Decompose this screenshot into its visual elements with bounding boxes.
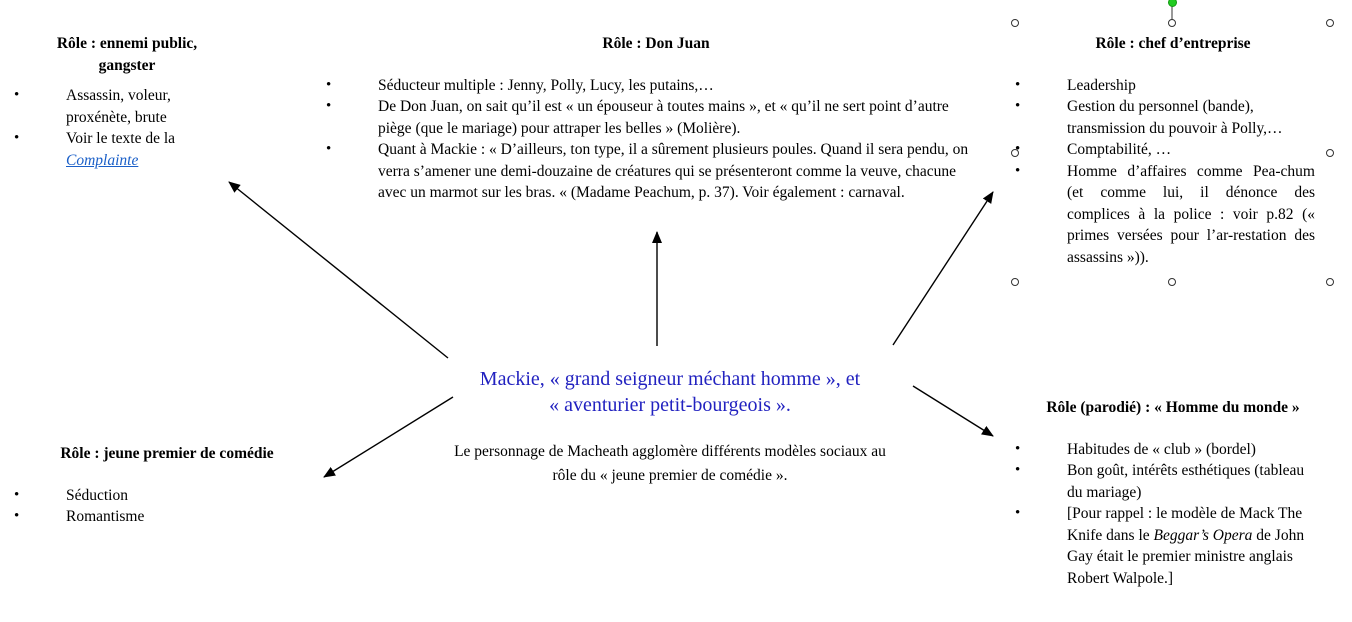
- center-subtitle-line1: Le personnage de Macheath agglomère différents modèles sociaux au: [454, 443, 886, 460]
- role-entreprise-item: [1015, 96, 1315, 139]
- resize-handle-bottom-middle[interactable]: [1168, 278, 1176, 286]
- resize-handle-top-left[interactable]: [1011, 19, 1019, 27]
- role-monde-item-text: Bon goût, intérêts esthétiques (tableau du mariage): [1067, 462, 1305, 501]
- role-gangster-item: [14, 128, 214, 171]
- role-entreprise-item-text: Comptabilité, …: [1067, 141, 1172, 158]
- role-jeune-item-text: Romantisme: [66, 508, 145, 525]
- resize-handle-bottom-left[interactable]: [1011, 278, 1019, 286]
- role-entreprise-item: [1015, 75, 1315, 97]
- role-gangster-heading-line2: gangster: [98, 56, 156, 74]
- role-jeune-item: [14, 485, 324, 507]
- role-gangster-heading: [14, 33, 240, 76]
- resize-handle-middle-left[interactable]: [1011, 149, 1019, 157]
- beggars-opera-title: Beggar’s Opera: [1153, 526, 1253, 544]
- role-entreprise-item: [1015, 139, 1315, 161]
- role-gangster-heading-line1: Rôle : ennemi public,: [56, 35, 198, 52]
- role-donjuan-box: [326, 33, 986, 204]
- role-monde-item-text-part1: [Pour rappel : le modèle de Mack The Knife dans le: [1067, 505, 1303, 544]
- role-jeune-box: [14, 443, 324, 528]
- arrow-to-monde: [913, 386, 993, 436]
- role-donjuan-item-text: Quant à Mackie : « D’ailleurs, ton type, il a sûrement plusieurs poules. Quand il sera pendu, on verra s’amener une demi-douzaine de créatures qui se présenteront comme la veuve, chacune avec un marmot sur les bras. « (Madame Peachum, p. 37). Voir également : carnaval.: [378, 141, 969, 201]
- resize-handle-middle-right[interactable]: [1326, 149, 1334, 157]
- role-jeune-item: [14, 506, 324, 528]
- role-donjuan-item-text: De Don Juan, on sait qu’il est « un épouseur à toutes mains », et « qu’il ne sert point d’autre piège (que le mariage) pour attraper les belles » (Molière).: [378, 98, 949, 137]
- center-subtitle-line2: rôle du « jeune premier de comédie ».: [552, 467, 788, 484]
- center-subtitle: [410, 440, 930, 488]
- role-gangster-item-text: Assassin, voleur, proxénète, brute: [66, 87, 171, 126]
- role-entreprise-item-text: Gestion du personnel (bande), transmission du pouvoir à Polly,…: [1067, 98, 1283, 137]
- center-title-line1: Mackie, « grand seigneur méchant homme », et: [479, 368, 861, 390]
- resize-handle-top-middle[interactable]: [1168, 19, 1176, 27]
- role-jeune-item-text: Séduction: [66, 486, 128, 504]
- role-entreprise-heading: Rôle : chef d’entreprise: [1095, 35, 1251, 52]
- role-donjuan-heading: Rôle : Don Juan: [602, 35, 710, 52]
- center-title-line2: « aventurier petit-bourgeois ».: [549, 394, 791, 416]
- role-gangster-item-text: Voir le texte de la: [66, 130, 176, 147]
- role-monde-item-text: Habitudes de « club » (bordel): [1067, 440, 1256, 458]
- resize-handle-bottom-right[interactable]: [1326, 278, 1334, 286]
- role-donjuan-item: [326, 75, 976, 97]
- arrow-to-entreprise: [893, 192, 993, 345]
- role-entreprise-item: [1015, 161, 1315, 269]
- role-jeune-heading: Rôle : jeune premier de comédie: [60, 445, 274, 462]
- role-monde-item: [1015, 460, 1315, 503]
- role-monde-item: [1015, 439, 1315, 461]
- role-entreprise-box[interactable]: [1015, 33, 1331, 268]
- resize-handle-top-right[interactable]: [1326, 19, 1334, 27]
- role-donjuan-item-text: Séducteur multiple : Jenny, Polly, Lucy, les putains,…: [378, 76, 714, 94]
- arrow-to-gangster: [229, 182, 448, 358]
- role-monde-item-text-part2: de John Gay était le premier ministre anglais Robert Walpole.]: [1067, 526, 1305, 587]
- role-monde-item: [1015, 503, 1315, 589]
- role-donjuan-item: [326, 96, 976, 139]
- role-gangster-box: [14, 33, 236, 171]
- role-entreprise-item-text: Homme d’affaires comme Pea-chum (et comme lui, il dénonce des complices à la police : voir p.82 (« primes versées pour l’ar-restation des assassins »)).: [1067, 162, 1315, 266]
- role-entreprise-item-text: Leadership: [1067, 76, 1136, 94]
- role-monde-box: [1015, 397, 1331, 589]
- complainte-link[interactable]: Complainte: [66, 151, 139, 169]
- role-monde-heading: Rôle (parodié) : « Homme du monde »: [1046, 399, 1300, 416]
- role-donjuan-item: [326, 139, 976, 204]
- center-title: [420, 366, 920, 418]
- role-gangster-item: [14, 85, 214, 128]
